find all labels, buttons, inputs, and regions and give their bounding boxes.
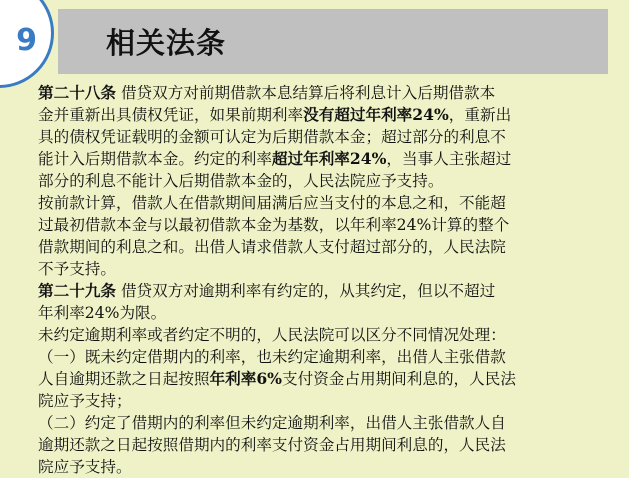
text-segment: 过最初借款本金与以最初借款本金为基数，以年利率24%计算的整个 bbox=[38, 216, 510, 234]
text-segment: 未约定逾期利率或者约定不明的，人民法院可以区分不同情况处理： bbox=[38, 326, 506, 344]
text-line bbox=[38, 192, 610, 214]
text-segment: 借款期间的利息之和。出借人请求借款人支付超过部分的，人民法院 bbox=[38, 238, 506, 256]
text-line bbox=[38, 236, 610, 258]
text-segment: （一）既未约定借期内的利率，也未约定逾期利率，出借人主张借款 bbox=[38, 348, 506, 366]
bold-text-segment: 第二十九条 bbox=[38, 281, 116, 300]
bold-text-segment: 超过年利率24% bbox=[271, 149, 387, 168]
title-bar bbox=[58, 9, 608, 74]
text-line bbox=[38, 170, 610, 192]
text-line bbox=[38, 368, 610, 390]
text-line bbox=[38, 104, 610, 126]
page-title: 相关法条 bbox=[106, 26, 227, 60]
bold-text-segment: 没有超过年利率24% bbox=[303, 105, 449, 124]
bold-text-segment: 年利率6% bbox=[209, 369, 282, 388]
page-number-badge bbox=[0, 0, 54, 88]
law-text-body bbox=[38, 82, 610, 478]
text-segment: 能计入后期借款本金。约定的利率 bbox=[38, 150, 272, 168]
text-segment: 不予支持。 bbox=[38, 260, 116, 278]
text-segment: 借贷双方对前期借款本息结算后将利息计入后期借款本 bbox=[115, 84, 496, 102]
text-line bbox=[38, 412, 610, 434]
text-segment: ，当事人主张超过 bbox=[386, 150, 512, 168]
text-segment: 按前款计算，借款人在借款期间届满后应当支付的本息之和，不能超 bbox=[38, 194, 506, 212]
text-segment: 逾期还款之日起按照借期内的利率支付资金占用期间利息的，人民法 bbox=[38, 436, 506, 454]
text-line bbox=[38, 434, 610, 456]
text-line bbox=[38, 346, 610, 368]
text-segment: 部分的利息不能计入后期借款本金的，人民法院应予支持。 bbox=[38, 172, 444, 190]
text-segment: （二）约定了借期内的利率但未约定逾期利率，出借人主张借款人自 bbox=[38, 414, 506, 432]
text-segment: 院应予支持； bbox=[38, 392, 132, 410]
text-line bbox=[38, 280, 610, 302]
text-line bbox=[38, 82, 610, 104]
text-segment: 金并重新出具债权凭证，如果前期利率 bbox=[38, 106, 304, 124]
text-line bbox=[38, 324, 610, 346]
text-segment: ，重新出 bbox=[448, 106, 512, 124]
text-line bbox=[38, 148, 610, 170]
text-segment: 人自逾期还款之日起按照 bbox=[38, 370, 210, 388]
text-line bbox=[38, 214, 610, 236]
text-segment: 院应予支持。 bbox=[38, 458, 132, 476]
text-segment: 具的债权凭证载明的金额可认定为后期借款本金；超过部分的利息不 bbox=[38, 128, 506, 146]
text-segment: 借贷双方对逾期利率有约定的，从其约定，但以不超过 bbox=[115, 282, 496, 300]
text-segment: 支付资金占用期间利息的，人民法 bbox=[282, 370, 516, 388]
page-number: 9 bbox=[16, 23, 37, 58]
text-segment: 年利率24%为限。 bbox=[38, 304, 167, 322]
text-line bbox=[38, 390, 610, 412]
bold-text-segment: 第二十八条 bbox=[38, 83, 116, 102]
text-line bbox=[38, 258, 610, 280]
text-line bbox=[38, 302, 610, 324]
text-line bbox=[38, 126, 610, 148]
